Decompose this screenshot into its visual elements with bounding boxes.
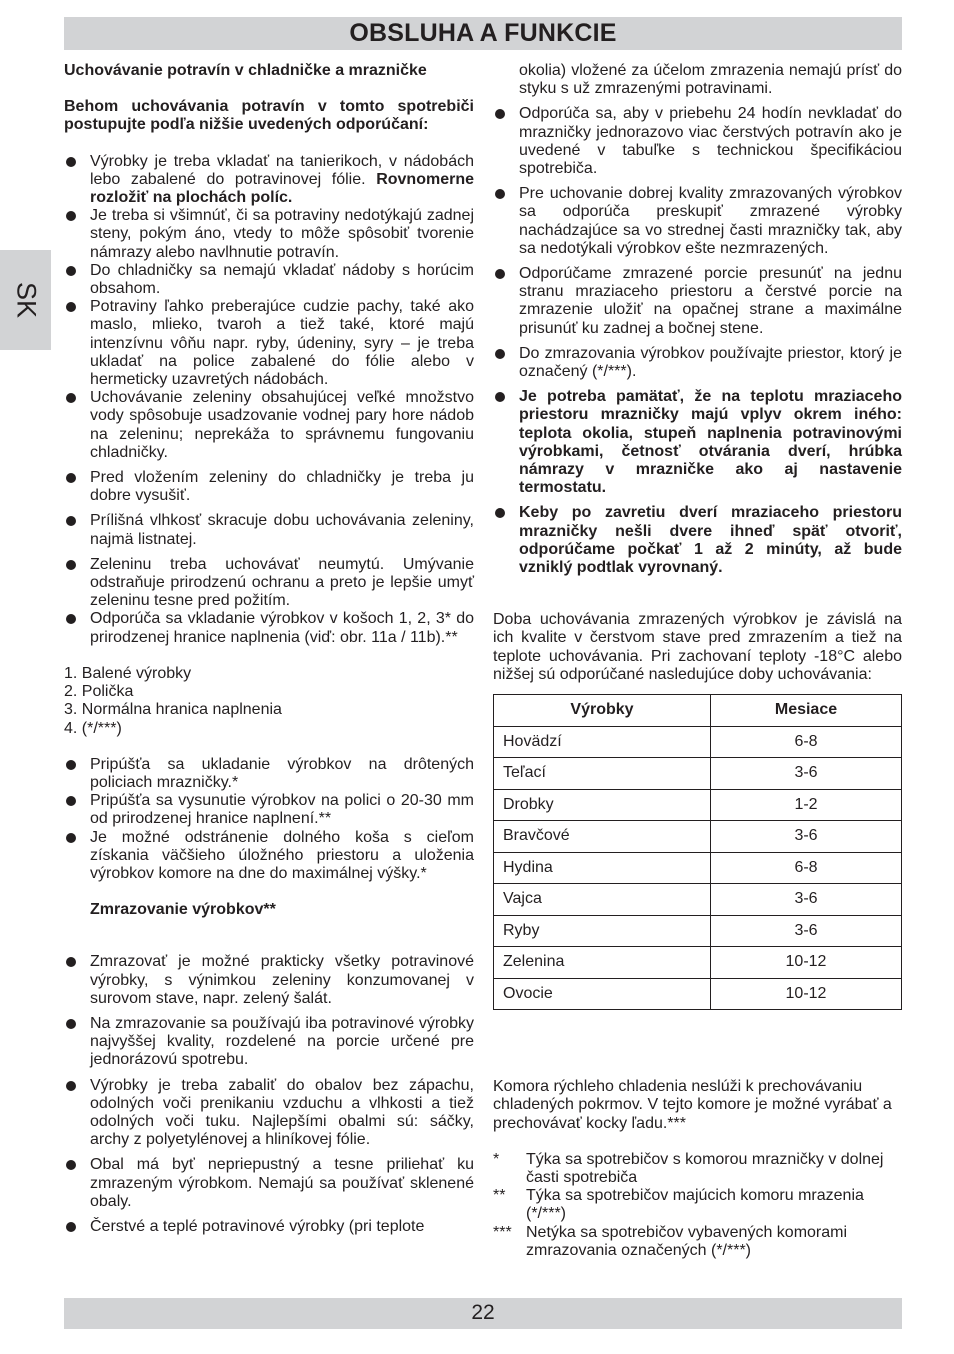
page-title: OBSLUHA A FUNKCIE xyxy=(349,19,617,47)
list-item: Zmrazovať je možné prakticky všetky potravinové výrobky, s výnimkou zeleniny konzumovanej v surovom stave, napr. zelený šalát. xyxy=(64,953,474,1008)
list-item: Odporúča sa, aby v priebehu 24 hodín nevkladať do mrazničky jednorazovo viac čerstvých potravín ako je uvedené v tabuľke s technickou špecifikáciou spotrebiča. xyxy=(493,105,902,178)
bullet-list-storage xyxy=(64,153,474,647)
list-item-text: Výrobky je treba vkladať na tanierikoch, v nádobách lebo zabalené do potravinovej fólie. xyxy=(90,152,474,188)
list-item: Do chladničky sa nemajú vkladať nádoby s horúcim obsahom. xyxy=(64,262,474,298)
left-column xyxy=(64,62,474,1236)
list-item: Je potreba pamätať, že na teplotu mraziaceho priestoru mrazničky majú vplyv okrem iného: teplota okolia, stupeň naplnenia potravinovými výrobkami, četnosť otvárania dverí, hrúbka námrazy v mrazničke ako aj nastavenie termostatu. xyxy=(493,388,902,497)
table-cell-product: Hydina xyxy=(494,852,711,884)
table-row xyxy=(494,978,902,1010)
figure-legend xyxy=(64,665,474,738)
footnote xyxy=(493,1187,902,1223)
table-cell-months: 6-8 xyxy=(711,852,902,884)
section-heading-freezing: Zmrazovanie výrobkov** xyxy=(90,901,276,919)
list-item: Potraviny ľahko preberajúce cudzie pachy, také ako maslo, mlieko, tvaroh a tiež také, ktoré majú intenzívnu vôňu napr. ryby, údeniny, syry – je treba ukladať na police zabalené do fólie alebo v hermeticky uzavretých nádobách. xyxy=(64,298,474,389)
table-row xyxy=(494,821,902,853)
table-cell-product: Zelenina xyxy=(494,947,711,979)
right-column xyxy=(493,62,902,1260)
table-cell-months: 10-12 xyxy=(711,947,902,979)
list-item: Je treba si všimnúť, či sa potraviny nedotýkajú zadnej steny, pokým áno, vtedy to môže spôsobiť tvorenie námrazy alebo navlhnutie potravín. xyxy=(64,207,474,262)
footnote-text: Týka sa spotrebičov majúcich komoru mrazenia (*/***) xyxy=(526,1187,864,1223)
list-item: Pre uchovanie dobrej kvality zmrazovaných výrobkov sa odporúča preskupiť zmrazené výrobky nachádzajúce sa vo strednej časti mrazničky tak, aby sa nedotýkali výrobkov ešte nezmrazených. xyxy=(493,185,902,258)
footnote-text: Netýka sa spotrebičov vybavených komorami zmrazovania označených (*/***) xyxy=(526,1223,848,1259)
table-row xyxy=(494,884,902,916)
list-item: Uchovávanie zeleniny obsahujúcej veľké množstvo vody spôsobuje usadzovanie vodnej pary hore nádob na zeleninu; neprekáža to správnemu fungovaniu chladničky. xyxy=(64,389,474,462)
bullet-list-freezing xyxy=(64,953,474,1236)
list-item xyxy=(64,153,474,208)
list-item: Pred vložením zeleniny do chladničky je treba ju dobre vysušiť. xyxy=(64,469,474,505)
footnote-text: Týka sa spotrebičov s komorou mrazničky v dolnej časti spotrebiča xyxy=(526,1150,884,1186)
table-cell-months: 1-2 xyxy=(711,789,902,821)
table-cell-product: Hovädzí xyxy=(494,726,711,758)
bullet-list-shelves xyxy=(64,756,474,883)
legend-item: 1. Balené výrobky xyxy=(64,664,192,682)
section-intro: Behom uchovávania potravín v tomto spotrebiči postupujte podľa nižšie uvedených odporúčaní: xyxy=(64,98,474,134)
table-cell-product: Vajca xyxy=(494,884,711,916)
list-item: Výrobky je treba zabaliť do obalov bez zápachu, odolných voči prenikaniu vzduchu a vlhkosti a tiež odolných voči tuku. Najlepšími obalmi sú: sáčky, archy z polyetylénovej a hliníkovej fólie. xyxy=(64,1077,474,1150)
table-cell-months: 6-8 xyxy=(711,726,902,758)
table-cell-months: 3-6 xyxy=(711,915,902,947)
footer-bar xyxy=(64,1298,902,1329)
table-cell-product: Ovocie xyxy=(494,978,711,1010)
table-row xyxy=(494,726,902,758)
legend-item: 2. Polička xyxy=(64,683,134,701)
list-item: Čerstvé a teplé potravinové výrobky (pri teplote xyxy=(64,1218,474,1236)
section-heading-storage: Uchovávanie potravín v chladničke a mrazničke xyxy=(64,62,427,79)
table-cell-product: Ryby xyxy=(494,915,711,947)
column-header: Mesiace xyxy=(711,695,902,727)
table-row xyxy=(494,915,902,947)
table-cell-months: 3-6 xyxy=(711,884,902,916)
table-row xyxy=(494,947,902,979)
footnote-mark: ** xyxy=(493,1187,506,1205)
list-item: Je možné odstránenie dolného koša s cieľom získania väčšieho úložného priestoru a uloženia výrobkov komore na dne do maximálnej výšky.* xyxy=(64,829,474,884)
storage-time-table xyxy=(493,694,902,1010)
footnote-mark: * xyxy=(493,1150,500,1168)
list-item: Keby po zavretiu dverí mraziaceho priestoru mrazničky nešli dvere ihneď späť otvoriť, odporúčame počkať 1 až 2 minúty, až bude vzniklý podtlak vyrovnaný. xyxy=(493,504,902,577)
language-tab-label: SK xyxy=(11,281,41,319)
list-item: Odporúčame zmrazené porcie presunúť na jednu stranu mraziaceho priestoru a čerstvé porcie na zmrazenie uložiť na opačnej strane a maximálne prisunúť ku zadnej a bočnej stene. xyxy=(493,265,902,338)
storage-intro: Doba uchovávania zmrazených výrobkov je závislá na ich kvalite v čerstvom stave pred zmrazením a tiež na teplote uchovávania. Pri zachovaní teploty -18°C alebo nižšej sú odporúčané nasledujúce doby uchovávania: xyxy=(493,611,902,683)
page-number: 22 xyxy=(471,1301,495,1324)
table-cell-product: Drobky xyxy=(494,789,711,821)
footnote-mark: *** xyxy=(493,1223,512,1241)
list-item: Zeleninu treba uchovávať neumytú. Umývanie odstraňuje prirodzenú ochranu a preto je lepšie umyť zeleninu tesne pred požitím. xyxy=(64,556,474,611)
list-item: Obal má byť nepriepustný a tesne priliehať ku zmrazeným výrobkom. Nemajú sa používať sklenené obaly. xyxy=(64,1156,474,1211)
footnote xyxy=(493,1151,902,1187)
list-item: Pripúšťa sa vysunutie výrobkov na polici o 20-30 mm od prirodzenej hranice naplnení.** xyxy=(64,792,474,828)
column-header: Výrobky xyxy=(494,695,711,727)
table-row xyxy=(494,789,902,821)
table-cell-product: Bravčové xyxy=(494,821,711,853)
footnote xyxy=(493,1224,902,1260)
table-row xyxy=(494,852,902,884)
table-header-row xyxy=(494,695,902,727)
chiller-note: Komora rýchleho chladenia neslúži k prechovávaniu chladených pokrmov. V tejto komore je možné vyrábať a prechovávať kocky ľadu.*** xyxy=(493,1078,892,1132)
list-item: Odporúča sa vkladanie výrobkov v košoch 1, 2, 3* do prirodzenej hranice naplnenia (viď: obr. 11a / 11b).** xyxy=(64,610,474,646)
list-item: Prílišná vlhkosť skracuje dobu uchovávania zeleniny, najmä listnatej. xyxy=(64,512,474,548)
language-tab xyxy=(0,250,51,350)
list-item-emphasis: Rovnomerne rozložiť na plochách políc. xyxy=(90,170,474,207)
continued-text: okolia) vložené za účelom zmrazenia nemajú prísť do styku s už zmrazenými potravinami. xyxy=(519,62,902,98)
list-item: Do zmrazovania výrobkov používajte priestor, ktorý je označený (*/***). xyxy=(493,345,902,381)
table-cell-months: 10-12 xyxy=(711,978,902,1010)
header-bar xyxy=(64,17,902,50)
table-cell-months: 3-6 xyxy=(711,758,902,790)
table-row xyxy=(494,758,902,790)
list-item: Na zmrazovanie sa používajú iba potravinové výrobky najvyššej kvality, rozdelené na porcie určené pre jednorázovú spotrebu. xyxy=(64,1015,474,1070)
legend-item: 4. (*/***) xyxy=(64,719,122,737)
bullet-list-freezing-cont xyxy=(493,105,902,577)
table-cell-months: 3-6 xyxy=(711,821,902,853)
list-item: Pripúšťa sa ukladanie výrobkov na drôtených policiach mrazničky.* xyxy=(64,756,474,792)
footnotes xyxy=(493,1151,902,1260)
table-cell-product: Teľací xyxy=(494,758,711,790)
legend-item: 3. Normálna hranica naplnenia xyxy=(64,701,282,719)
